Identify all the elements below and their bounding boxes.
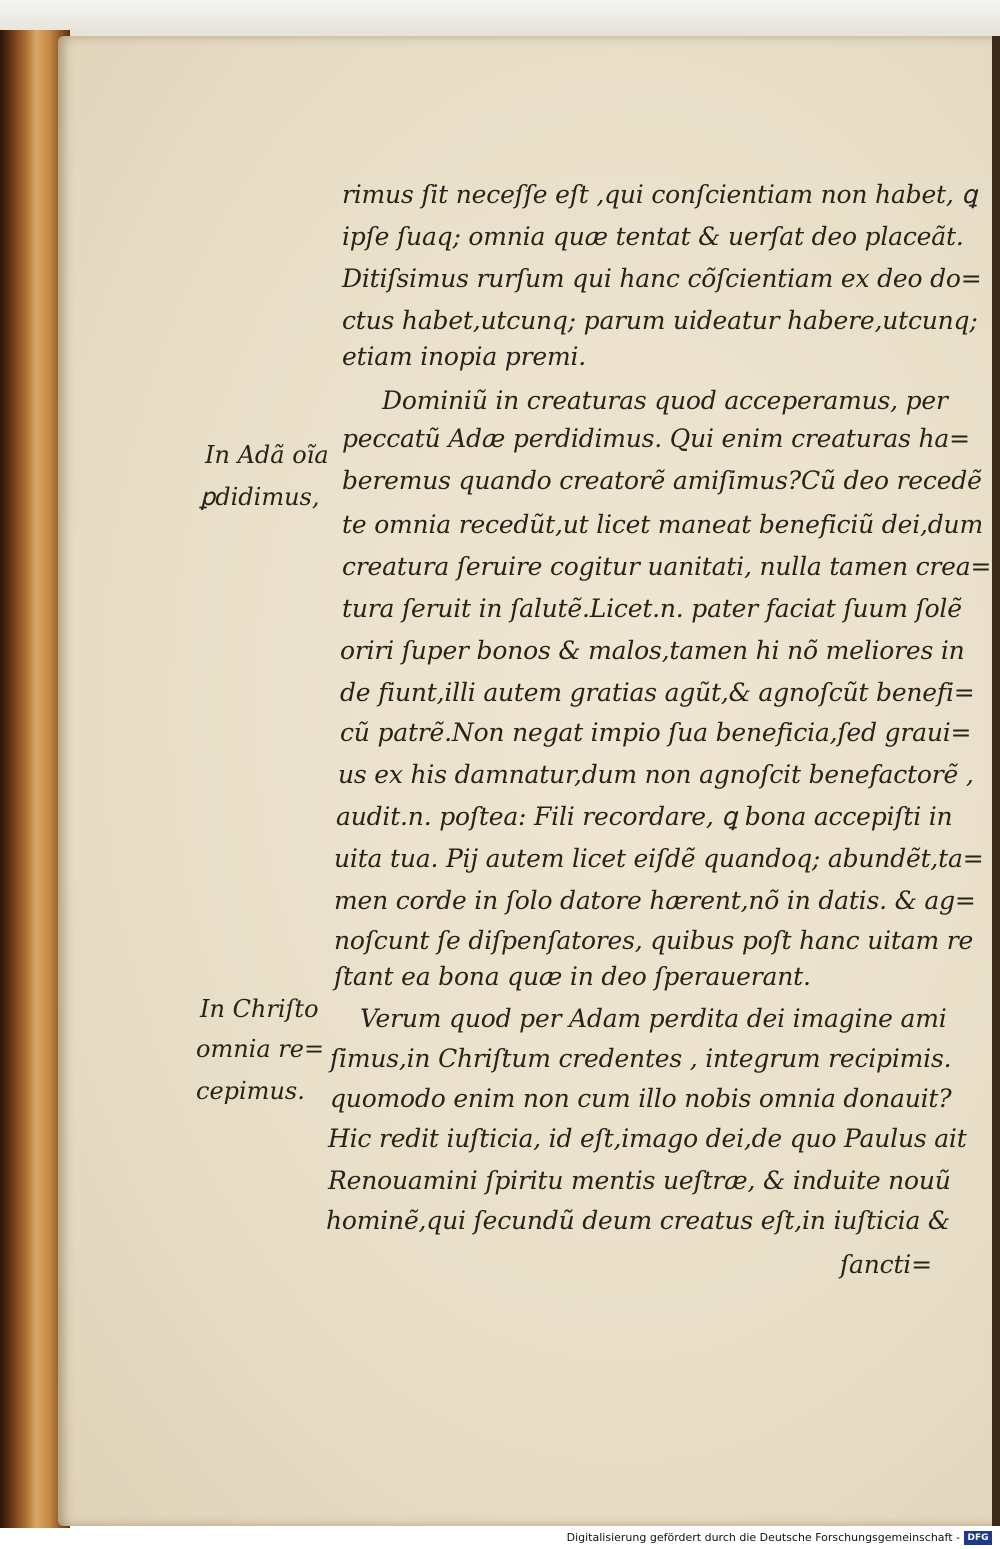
text-line: us ex his damnatur,dum non agnoſcit benefactorẽ , xyxy=(338,760,974,789)
text-line: Dominiũ in creaturas quod acceperamus, per xyxy=(382,386,948,415)
text-line: audit.n. poſtea: Fili recordare, ꝗ bona accepiſti in xyxy=(336,802,953,831)
dfg-logo-icon: DFG xyxy=(964,1531,992,1545)
text-line: beremus quando creatorẽ amiſimus?Cũ deo recedẽ xyxy=(342,466,982,495)
footer xyxy=(0,1528,1000,1549)
page-right-edge xyxy=(992,36,1000,1526)
text-line: de fiunt,illi autem gratias agũt,& agnoſcũt benefi= xyxy=(340,678,975,707)
text-line: noſcunt ſe diſpenſatores, quibus poſt hanc uitam re xyxy=(334,926,974,955)
text-line: Hic redit iuſticia, id eſt,imago dei,de quo Paulus ait xyxy=(328,1124,967,1153)
text-line: etiam inopia premi. xyxy=(342,342,586,371)
text-line: ſtant ea bona quæ in deo ſperauerant. xyxy=(334,962,811,991)
margin-note: ꝑdidimus, xyxy=(200,483,320,511)
text-line: te omnia recedũt,ut licet maneat beneficiũ dei,dum xyxy=(342,510,983,539)
footer-credit: Digitalisierung gefördert durch die Deutsche Forschungsgemeinschaft - xyxy=(566,1531,960,1544)
text-line: ipſe ſuaq; omnia quæ tentat & uerſat deo placeãt. xyxy=(342,222,964,251)
margin-note: cepimus. xyxy=(196,1077,305,1105)
text-line: peccatũ Adæ perdidimus. Qui enim creaturas ha= xyxy=(342,424,970,453)
text-line: hominẽ,qui ſecundũ deum creatus eſt,in iuſticia & xyxy=(326,1206,950,1235)
catchword: ſancti= xyxy=(840,1250,932,1279)
text-line: Ditiſsimus rurſum qui hanc cõſcientiam ex deo do= xyxy=(342,264,982,293)
text-line: Renouamini ſpiritu mentis ueſtræ, & induite nouũ xyxy=(328,1166,951,1195)
scan-top-band xyxy=(0,0,1000,40)
text-line: men corde in ſolo datore hærent,nõ in datis. & ag= xyxy=(334,886,976,915)
text-line: uita tua. Pij autem licet eiſdẽ quandoq; abundẽt,ta= xyxy=(334,844,984,873)
text-line: creatura ſeruire cogitur uanitati, nulla tamen crea= xyxy=(342,552,992,581)
text-line: ctus habet,utcunq; parum uideatur habere,utcunq; xyxy=(342,306,978,335)
margin-note: omnia re= xyxy=(196,1035,325,1063)
margin-note: In Chriſto xyxy=(200,995,319,1023)
text-line: oriri ſuper bonos & malos,tamen hi nõ meliores in xyxy=(340,636,965,665)
text-line: quomodo enim non cum illo nobis omnia donauit? xyxy=(330,1084,952,1113)
text-line: ſimus,in Chriſtum credentes , integrum recipimis. xyxy=(330,1044,952,1073)
margin-note: In Adã oĩa xyxy=(205,441,329,469)
text-line: cũ patrẽ.Non negat impio ſua beneficia,ſed graui= xyxy=(340,718,972,747)
text-line: rimus ſit neceſſe eſt ,qui conſcientiam non habet, ꝗ xyxy=(342,180,978,209)
text-line: tura ſeruit in ſalutẽ.Licet.n. pater faciat ſuum ſolẽ xyxy=(342,594,962,623)
text-line: Verum quod per Adam perdita dei imagine ami xyxy=(360,1004,947,1033)
